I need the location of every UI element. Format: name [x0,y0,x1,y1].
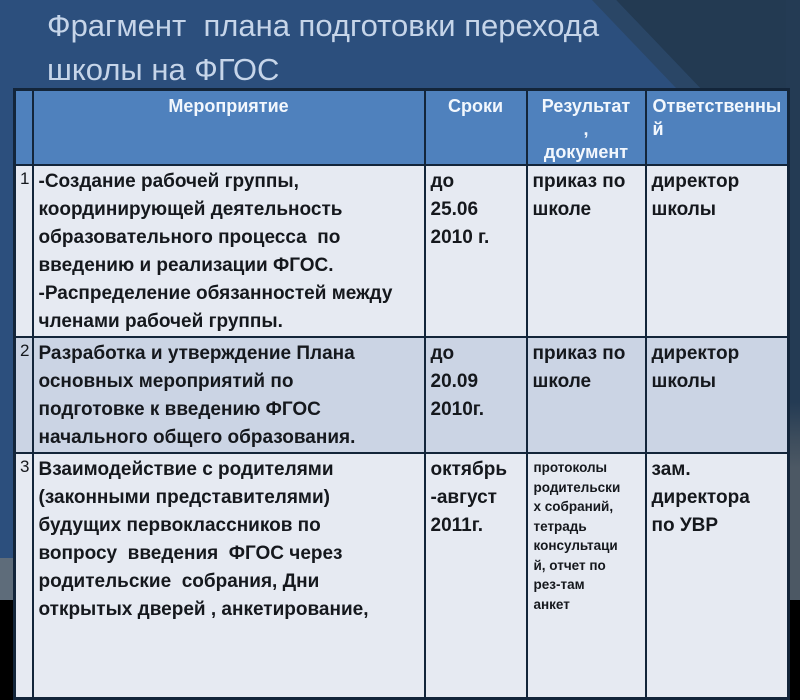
header-terms-cell: Сроки [425,90,527,166]
row-1-activity-cell: -Создание рабочей группы, координирующей деятельность образовательного процесса по введению и реализации ФГОС. -Распределение обязанностей между членами рабочей группы. [33,165,425,337]
row-1-terms-cell: до 25.06 2010 г. [425,165,527,337]
header-number-cell [15,90,33,166]
table-row-2 [15,337,789,453]
header-responsible-cell: Ответственны й [646,90,789,166]
row-3-activity-cell: Взаимодействие с родителями (законными представителями) будущих первоклассников по вопросу введения ФГОС через родительские собрания, Дни открытых дверей , анкетирование, [33,453,425,698]
row-2-result-cell: приказ по школе [527,337,646,453]
row-3-terms-cell: октябрь -август 2011г. [425,453,527,698]
row-2-number-cell: 2 [15,337,33,453]
slide-title: Фрагмент плана подготовки перехода школы на ФГОС [47,8,600,87]
bottom-left-gray-corner [0,558,14,600]
row-1-responsible-cell: директор школы [646,165,789,337]
row-1-number-cell: 1 [15,165,33,337]
row-2-activity-cell: Разработка и утверждение Плана основных мероприятий по подготовке к введению ФГОС начального общего образования. [33,337,425,453]
header-result-cell: Результат , документ [527,90,646,166]
row-2-responsible-cell: директор школы [646,337,789,453]
row-3-result-cell: протоколы родительски х собраний, тетрадь консультаци й, отчет по рез-там анкет [527,453,646,698]
table-row-3 [15,453,789,698]
header-activity-cell: Мероприятие [33,90,425,166]
table-header-row [15,90,789,166]
row-3-number-cell: 3 [15,453,33,698]
plan-table [13,88,790,700]
row-3-responsible-cell: зам. директора по УВР [646,453,789,698]
row-1-result-cell: приказ по школе [527,165,646,337]
table-row-1 [15,165,789,337]
row-2-terms-cell: до 20.09 2010г. [425,337,527,453]
